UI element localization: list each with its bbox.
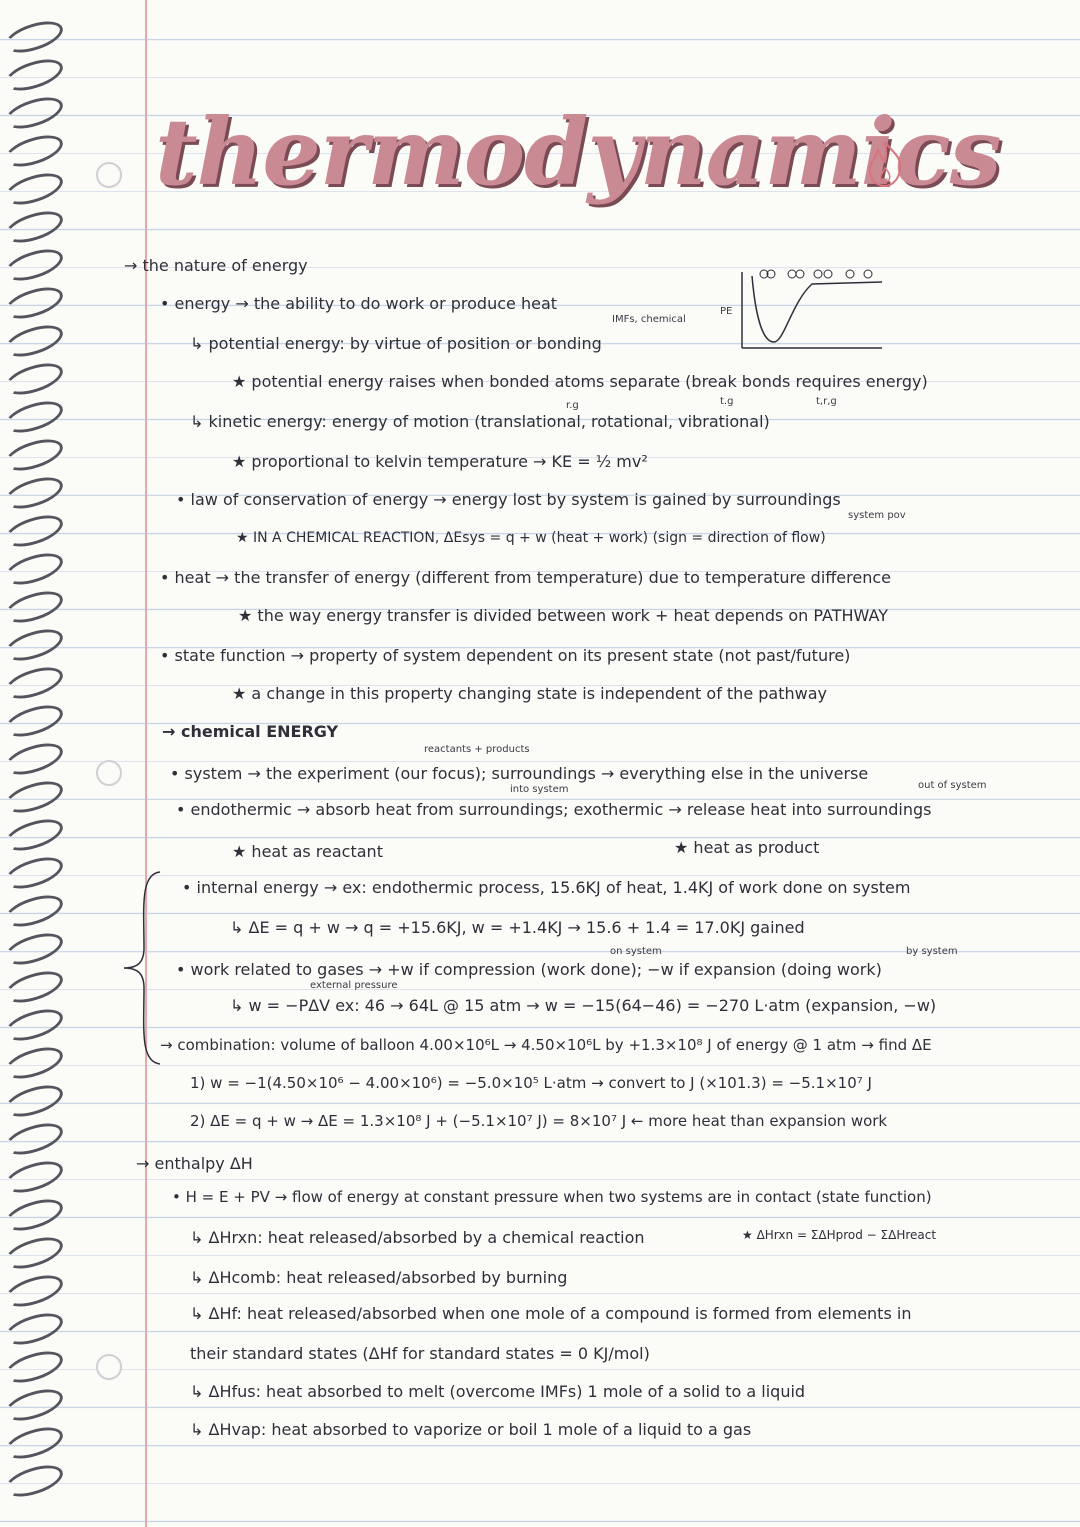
- note-line: • H = E + PV → flow of energy at constant pressure when two systems are in contact (state function): [172, 1188, 932, 1206]
- note-line: their standard states (ΔHf for standard states = 0 KJ/mol): [190, 1344, 650, 1363]
- section-heading-enthalpy: → enthalpy ΔH: [136, 1154, 253, 1173]
- annotation: into system: [510, 784, 569, 795]
- page-title: thermodynamics: [155, 98, 1001, 206]
- section-heading-chemical-energy: → chemical ENERGY: [162, 722, 339, 741]
- flame-icon: [862, 138, 908, 188]
- punch-hole: [96, 1354, 122, 1380]
- note-line: • law of conservation of energy → energy lost by system is gained by surroundings: [176, 490, 841, 509]
- note-line: 1) w = −1(4.50×10⁶ − 4.00×10⁶) = −5.0×10⁵ L·atm → convert to J (×101.3) = −5.1×10⁷ J: [190, 1074, 872, 1092]
- punch-hole: [96, 760, 122, 786]
- note-line: ↳ ΔHfus: heat absorbed to melt (overcome IMFs) 1 mole of a solid to a liquid: [190, 1382, 806, 1401]
- note-line: ★ ΔHrxn = ΣΔHprod − ΣΔHreact: [742, 1228, 937, 1242]
- annotation: reactants + products: [424, 744, 530, 755]
- annotation: on system: [610, 946, 662, 957]
- note-line: ↳ w = −PΔV ex: 46 → 64L @ 15 atm → w = −15(64−46) = −270 L·atm (expansion, −w): [230, 996, 937, 1015]
- note-line: • work related to gases → +w if compression (work done); −w if expansion (doing work): [176, 960, 882, 979]
- section-heading-nature-of-energy: → the nature of energy: [124, 256, 308, 275]
- note-line: ★ heat as reactant: [232, 842, 383, 861]
- note-line: ↳ ΔE = q + w → q = +15.6KJ, w = +1.4KJ → 15.6 + 1.4 = 17.0KJ gained: [230, 918, 805, 937]
- annotation: t,r,g: [816, 396, 837, 407]
- note-line: • energy → the ability to do work or produce heat: [160, 294, 558, 313]
- note-line: ★ the way energy transfer is divided between work + heat depends on PATHWAY: [238, 606, 888, 625]
- note-line: ★ a change in this property changing state is independent of the pathway: [232, 684, 827, 703]
- annotation: IMFs, chemical: [612, 314, 686, 325]
- annotation: by system: [906, 946, 958, 957]
- note-line: • endothermic → absorb heat from surroundings; exothermic → release heat into surroundings: [176, 800, 932, 819]
- note-line: ★ potential energy raises when bonded atoms separate (break bonds requires energy): [232, 372, 928, 391]
- note-line: ↳ ΔHf: heat released/absorbed when one mole of a compound is formed from elements in: [190, 1304, 912, 1323]
- note-line: • system → the experiment (our focus); surroundings → everything else in the universe: [170, 764, 869, 783]
- note-line: ↳ ΔHvap: heat absorbed to vaporize or boil 1 mole of a liquid to a gas: [190, 1420, 752, 1439]
- annotation: PE: [720, 306, 733, 317]
- margin-line: [145, 0, 147, 1527]
- annotation: r.g: [566, 400, 579, 411]
- potential-energy-diagram: [722, 262, 892, 352]
- annotation: out of system: [918, 780, 987, 791]
- annotation: t.g: [720, 396, 734, 407]
- annotation: system pov: [848, 510, 906, 521]
- note-line: ↳ ΔHcomb: heat released/absorbed by burning: [190, 1268, 568, 1287]
- note-line: ★ heat as product: [674, 838, 820, 857]
- note-line: ★ IN A CHEMICAL REACTION, ΔEsys = q + w (heat + work) (sign = direction of flow): [236, 530, 826, 546]
- note-line: ★ proportional to kelvin temperature → KE = ½ mv²: [232, 452, 648, 471]
- note-line: • internal energy → ex: endothermic process, 15.6KJ of heat, 1.4KJ of work done on system: [182, 878, 911, 897]
- note-line: 2) ΔE = q + w → ΔE = 1.3×10⁸ J + (−5.1×10⁷ J) = 8×10⁷ J ← more heat than expansion work: [190, 1112, 888, 1130]
- note-line: • heat → the transfer of energy (different from temperature) due to temperature difference: [160, 568, 891, 587]
- spiral-binding: [0, 0, 62, 1527]
- note-line: → combination: volume of balloon 4.00×10⁶L → 4.50×10⁶L by +1.3×10⁸ J of energy @ 1 atm → find ΔE: [160, 1036, 932, 1054]
- punch-hole: [96, 162, 122, 188]
- note-line: • state function → property of system dependent on its present state (not past/future): [160, 646, 851, 665]
- note-line: ↳ kinetic energy: energy of motion (translational, rotational, vibrational): [190, 412, 770, 431]
- note-line: ↳ potential energy: by virtue of position or bonding: [190, 334, 602, 353]
- annotation: external pressure: [310, 980, 398, 991]
- note-line: ↳ ΔHrxn: heat released/absorbed by a chemical reaction: [190, 1228, 645, 1247]
